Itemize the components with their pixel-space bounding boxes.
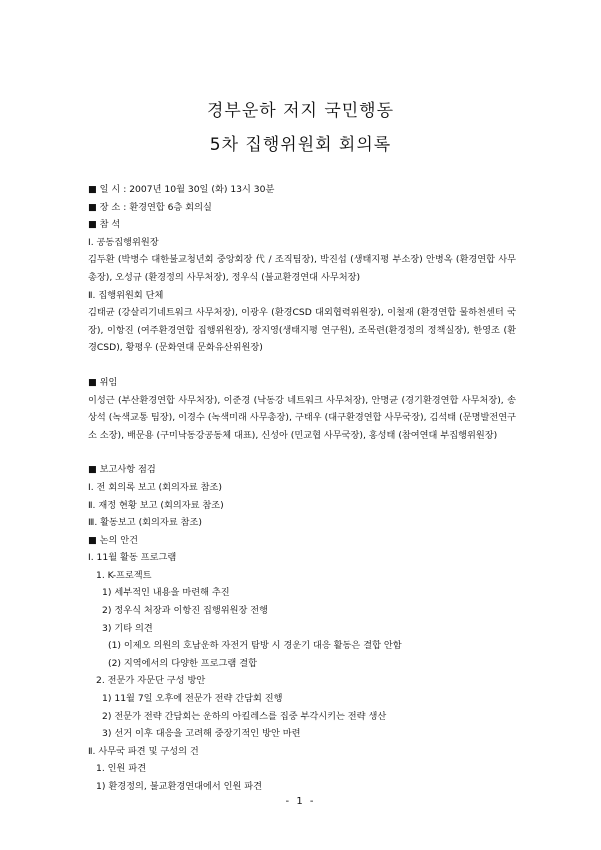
document-subtitle: 5차 집행위원회 회의록 [209,135,392,155]
agenda-line: 3) 기타 의견 [102,622,153,634]
attendees-co-chairs: 김두환 (박병수 대한불교청년회 중앙회장 代 / 조직팀장), 박진섭 (생태지평 부소장) 안병옥 (환경연합 사무총장), 오성규 (환경정의 사무처장), 정우식 (불교환경연대 사무처장) [88,254,516,283]
document-title: 경부운하 저지 국민행동 [206,101,395,121]
agenda-line: 1. 인원 파견 [96,763,147,775]
agenda-line: 3) 선거 이후 대응을 고려해 중장기적인 방안 마련 [102,728,301,740]
agenda-line: Ⅱ. 재정 현황 보고 (회의자료 참조) [88,499,224,511]
spacer [88,357,516,374]
agenda-line: 1) 11월 7일 오후에 전문가 전략 간담회 진행 [102,693,283,705]
section-heading-co-chairs: Ⅰ. 공동집행위원장 [88,236,159,248]
section-heading-committee: Ⅱ. 집행위원회 단체 [88,289,164,301]
agenda-line: 1. K-프로젝트 [96,569,152,581]
agenda-line: 1) 환경정의, 불교환경연대에서 인원 파견 [96,781,263,792]
meeting-date: ■ 일 시 : 2007년 10월 30일 (화) 13시 30분 [88,184,275,195]
attendance-heading: ■ 참 석 [88,219,121,231]
agenda-line: 2) 전문가 전략 간담회는 운하의 아킬레스를 집중 부각시키는 전략 생산 [102,710,387,722]
delegates-heading: ■ 위임 [88,376,118,388]
agenda-line: Ⅲ. 활동보고 (회의자료 참조) [88,517,202,529]
agenda-line: ■ 보고사항 점검 [88,464,156,476]
agenda-line: (1) 이제오 의원의 호남운하 자전거 탐방 시 경운기 대응 활동은 결합 안함 [108,640,402,652]
agenda-line: 2. 전문가 자문단 구성 방안 [96,675,206,687]
agenda-line: 1) 세부적인 내용을 마련해 추진 [102,587,230,599]
attendees-committee: 김태균 (강살리기네트워크 사무처장), 이광우 (환경CSD 대외협력위원장), 이철재 (환경연합 물하천센터 국장), 이항진 (여주환경연합 집행위원장), 장지영(생태지평 연구원), 조목련(환경정의 정책실장), 한영조 (환경CSD), 황평우 (문화연대 문화유산위원장) [88,307,516,354]
agenda-list [88,461,516,795]
document-body [88,181,516,796]
spacer [88,444,516,461]
meeting-place: ■ 장 소 : 환경연합 6층 회의실 [88,201,212,213]
agenda-line: Ⅰ. 전 회의록 보고 (회의자료 참조) [88,481,222,493]
agenda-line: 2) 정우식 처장과 이항진 집행위원장 전행 [102,605,269,617]
delegates-list: 이성근 (부산환경연합 사무처장), 이준경 (낙동강 네트워크 사무처장), 안명균 (경기환경연합 사무처장), 송상석 (녹색교통 팀장), 이경수 (녹색미래 사무총장), 구태우 (대구환경연합 사무국장), 김석태 (문명발전연구소 소장), 배문용 (구미낙동강공동체 대표), 신성아 (민교협 사무국장), 홍성태 (참여연대 부집행위원장) [88,394,516,441]
agenda-line: Ⅱ. 사무국 파견 및 구성의 건 [88,745,199,757]
page-number: - 1 - [285,796,316,807]
agenda-line: (2) 지역에서의 다양한 프로그램 결합 [108,657,257,669]
agenda-line: Ⅰ. 11월 활동 프로그램 [88,552,177,564]
agenda-line: ■ 논의 안건 [88,534,139,546]
